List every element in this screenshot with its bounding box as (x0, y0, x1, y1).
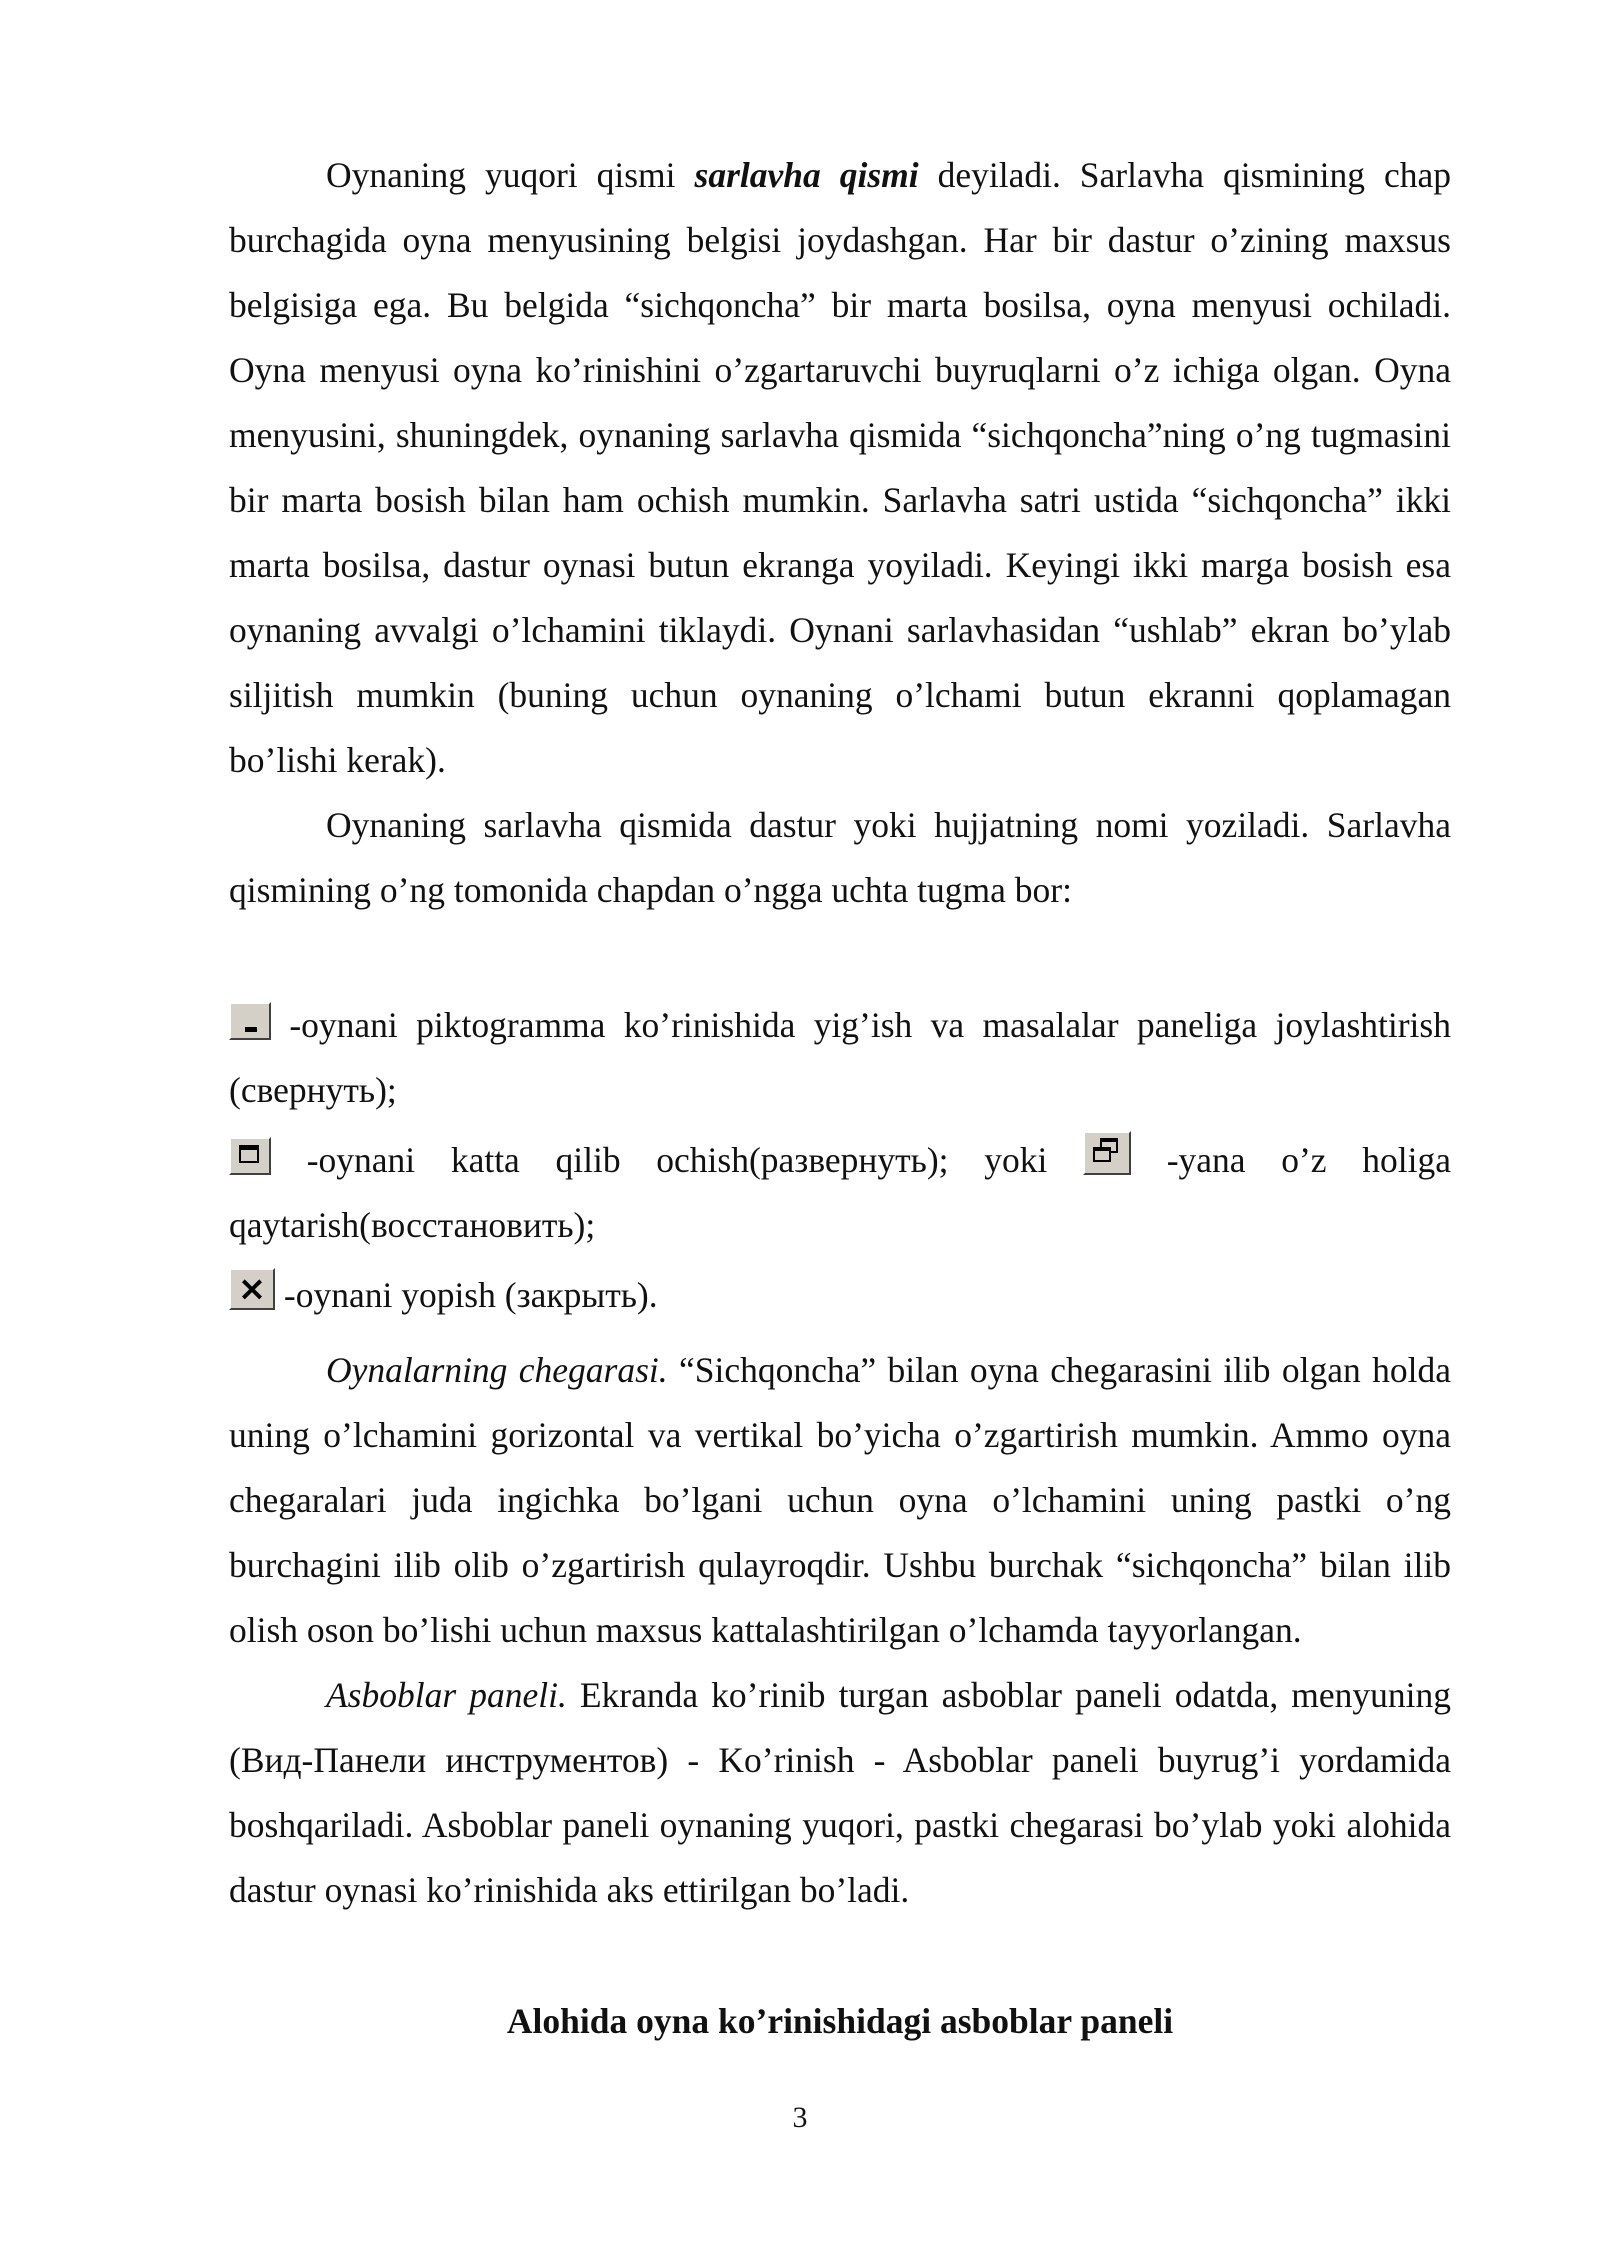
restore-text: -yana o’z holiga qaytarish(восстановить); (229, 1140, 1451, 1245)
paragraph-text: “Sichqoncha” bilan oyna chegarasini ilib olgan holda uning o’lchamini gorizontal va vertikal bo’yicha o’zgartirish mumkin. Ammo oyna chegaralari juda ingichka bo’lgani uchun oyna o’lchamini uning pastki o’ng burchagini ilib olib o’zgartirish qulayroqdir. Ushbu burchak “sichqoncha” bilan ilib olish oson bo’lishi uchun maxsus kattalashtirilgan o’lchamda tayyorlangan. (229, 1350, 1451, 1650)
section-title: Asboblar paneli. (326, 1675, 567, 1715)
paragraph-title-bar (229, 143, 1451, 793)
minimize-description (229, 993, 1451, 1123)
restore-button-icon (1083, 1131, 1131, 1175)
paragraph-borders (229, 1338, 1451, 1663)
maximize-text: -oynani katta qilib ochish(развернуть); yoki (271, 1140, 1084, 1180)
text-section-top (229, 143, 1451, 923)
maximize-description (229, 1128, 1451, 1258)
page-number: 3 (792, 2101, 808, 2134)
section-heading: Alohida oyna ko’rinishidagi asboblar paneli (506, 2001, 1174, 2041)
emphasis-term: sarlavha qismi (694, 155, 919, 195)
close-description (229, 1263, 1451, 1328)
close-button-icon: × (229, 1268, 275, 1310)
minimize-button-icon (229, 1002, 271, 1040)
section-title: Oynalarning chegarasi. (326, 1350, 668, 1390)
text-section-buttons (229, 993, 1451, 1328)
paragraph-title-buttons: Oynaning sarlavha qismida dastur yoki hujjatning nomi yoziladi. Sarlavha qismining o’ng tomonida chapdan o’ngga uchta tugma bor: (229, 805, 1451, 910)
minimize-text: -oynani piktogramma ko’rinishida yig’ish va masalalar paneliga joylashtirish (свернуть); (229, 1005, 1451, 1110)
text-section-bottom (229, 1338, 1451, 1923)
paragraph-text: Ekranda ko’rinib turgan asboblar paneli odatda, menyuning (Вид-Панели инструментов) - Ko’rinish - Asboblar paneli buyrug’i yordamida boshqariladi. Asboblar paneli oynaning yuqori, pastki chegarasi bo’ylab yoki alohida dastur oynasi ko’rinishida aks ettirilgan bo’ladi. (229, 1675, 1451, 1910)
paragraph-text: deyiladi. Sarlavha qismining chap burchagida oyna menyusining belgisi joydashgan. Har bir dastur o’zining maxsus belgisiga ega. Bu belgida “sichqoncha” bir marta bosilsa, oyna menyusi ochiladi. Oyna menyusi oyna ko’rinishini o’zgartaruvchi buyruqlarni o’z ichiga olgan. Oyna menyusini, shuningdek, oynaning sarlavha qismida “sichqoncha”ning o’ng tugmasini bir marta bosish bilan ham ochish mumkin. Sarlavha satri ustida “sichqoncha” ikki marta bosilsa, dastur oynasi butun ekranga yoyiladi. Keyingi ikki marga bosish esa oynaning avvalgi o’lchamini tiklaydi. Oynani sarlavhasidan “ushlab” ekran bo’ylab siljitish mumkin (buning uchun oynaning o’lchami butun ekranni qoplamagan bo’lishi kerak). (229, 155, 1451, 780)
maximize-button-icon (229, 1137, 271, 1175)
paragraph-toolbar (229, 1663, 1451, 1923)
close-text: -oynani yopish (закрыть). (275, 1275, 658, 1315)
paragraph-text: Oynaning yuqori qismi (326, 155, 695, 195)
